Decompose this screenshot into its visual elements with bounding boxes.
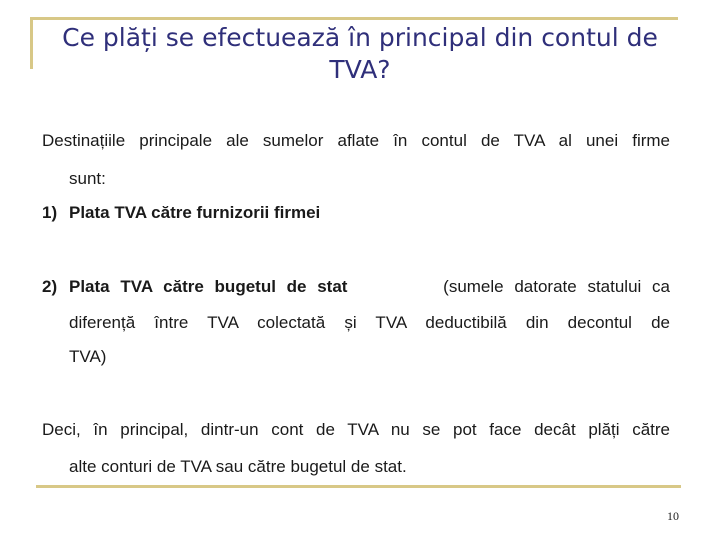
frame-bottom-line (36, 485, 681, 488)
title-line-2: TVA? (329, 55, 391, 84)
intro-line-1: Destinațiile principale ale sumelor aflate în contul de TVA al unei firme (42, 131, 670, 150)
slide-title (40, 22, 680, 86)
list-item-2-bold: Plata TVA către bugetul de stat (69, 277, 348, 296)
list-item-1-number: 1) (42, 203, 58, 222)
page-number: 10 (667, 509, 679, 523)
list-item-2-rest: (sumele datorate statului ca (443, 277, 670, 296)
conclusion-line-2: alte conturi de TVA sau către bugetul de stat. (69, 457, 407, 476)
list-item-1 (42, 202, 670, 224)
conclusion-line-1: Deci, în principal, dintr-un cont de TVA nu se pot face decât plăți către (42, 420, 670, 439)
list-item-2-line-2: diferență între TVA colectată și TVA deductibilă din decontul de (69, 313, 670, 332)
list-item-2-line-3: TVA) (69, 347, 107, 366)
intro-line-2: sunt: (69, 169, 106, 188)
list-item-2-heading (42, 276, 347, 298)
title-line-1: Ce plăți se efectuează în principal din contul de (62, 23, 658, 52)
frame-top-line (30, 17, 678, 20)
list-item-1-text: Plata TVA către furnizorii firmei (69, 203, 321, 222)
frame-left-line (30, 17, 33, 69)
list-item-2-number: 2) (42, 277, 58, 296)
list-item-2 (42, 276, 670, 298)
